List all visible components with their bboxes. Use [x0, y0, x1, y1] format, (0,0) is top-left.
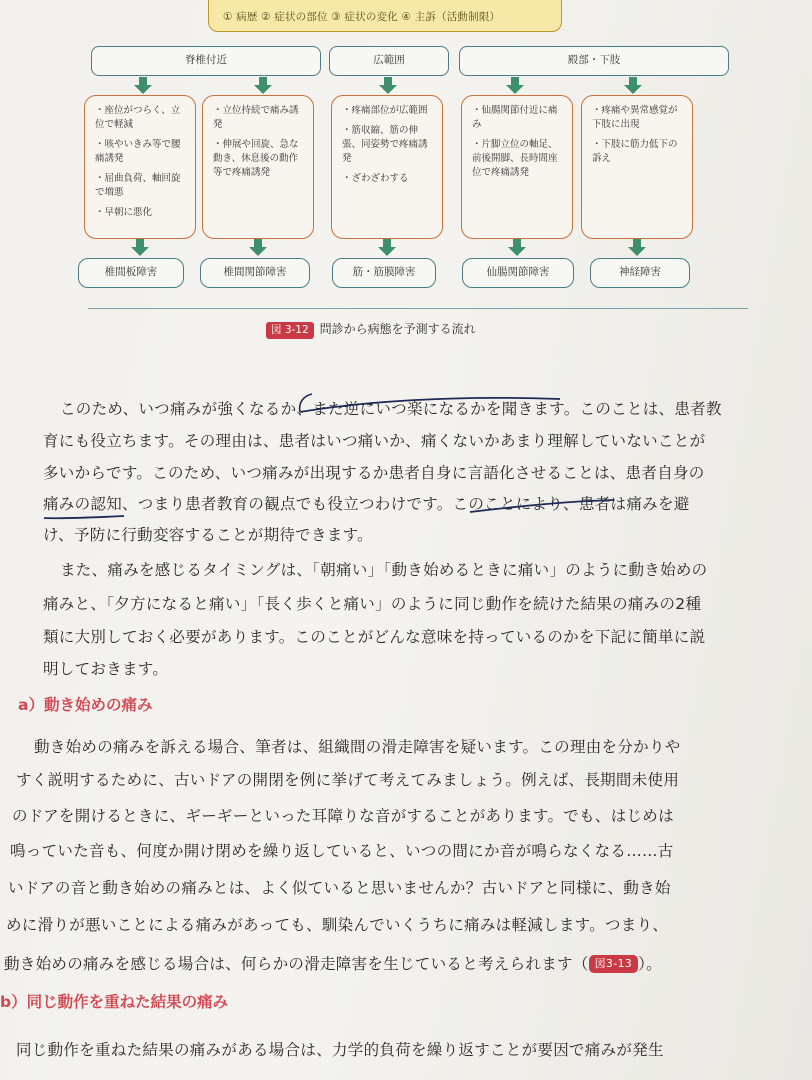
body-line: 育にも役立ちます。その理由は、患者はいつ痛いか、痛くないかあまり理解していないことが	[43, 432, 706, 450]
body-line: 同じ動作を重ねた結果の痛みがある場合は、力学的負荷を繰り返すことが要因で痛みが発生	[16, 1041, 664, 1059]
body-line: 動き始めの痛みを訴える場合、筆者は、組織間の滑走障害を疑います。この理由を分かりや	[34, 738, 681, 756]
diagnosis-facet: 椎間関節障害	[200, 258, 310, 288]
figure-ref-3-13[interactable]: 図3-13	[589, 955, 638, 973]
symptom-item: ・座位がつらく、立位で軽減	[95, 105, 181, 130]
body-line: このため、いつ痛みが強くなるか、また逆にいつ楽になるかを聞きます。このことは、患者教	[60, 400, 722, 418]
symptom-item: ・片脚立位の軸足、前後開脚、長時間座位で疼痛誘発	[472, 139, 558, 178]
body-line: 痛みの認知、つまり患者教育の観点でも役立つわけです。このことにより、患者は痛みを避	[43, 495, 690, 513]
body-line-text: 動き始めの痛みを感じる場合は、何らかの滑走障害を生じていると考えられます（	[4, 955, 589, 973]
region-spine: 脊椎付近	[91, 46, 321, 76]
region-wide: 広範囲	[329, 46, 449, 76]
body-line-end: ）。	[638, 955, 662, 973]
symptom-item: ・伸展や回旋、急な動き、休息後の動作等で疼痛誘発	[213, 139, 299, 178]
diagnosis-nerve: 神経障害	[590, 258, 690, 288]
diagnosis-muscle: 筋・筋膜障害	[332, 258, 436, 288]
body-line: 痛みと、「夕方になると痛い」「長く歩くと痛い」のように同じ動作を続けた結果の痛みの2種	[43, 595, 702, 613]
symptom-item: ・下肢に筋力低下の訴え	[592, 139, 678, 164]
symptom-item: ・筋収縮、筋の伸張、同姿勢で疼痛誘発	[342, 125, 428, 164]
section-heading-a: a）動き始めの痛み	[18, 696, 153, 714]
body-line: また、痛みを感じるタイミングは、「朝痛い」「動き始めるときに痛い」のように動き始めの	[60, 561, 708, 579]
body-line: け、予防に行動変容することが期待できます。	[43, 526, 373, 544]
diagnosis-sij: 仙腸関節障害	[462, 258, 574, 288]
symptom-item: ・屈曲負荷、軸回旋で増悪	[95, 173, 181, 198]
symptom-item: ・疼痛部位が広範囲	[342, 105, 428, 116]
region-buttock-leg: 殿部・下肢	[459, 46, 729, 76]
figure-caption-text: 問診から病態を予測する流れ	[319, 322, 476, 336]
symptom-item: ・早朝に悪化	[95, 207, 153, 218]
symptom-item: ・咳やいきみ等で腰痛誘発	[95, 139, 181, 164]
section-heading-b: b）同じ動作を重ねた結果の痛み	[0, 993, 229, 1011]
symptom-item: ・疼痛や異常感覚が下肢に出現	[592, 105, 678, 130]
body-line: すく説明するために、古いドアの開閉を例に挙げて考えてみましょう。例えば、長期間未使用	[16, 771, 680, 789]
body-line: いドアの音と動き始めの痛みとは、よく似ていると思いませんか？古いドアと同様に、動き始	[8, 879, 671, 897]
mondai-items: ① 病歴 ② 症状の部位 ③ 症状の変化 ④ 主訴（活動制限）	[223, 11, 501, 23]
figure-tag: 図 3-12	[266, 322, 314, 339]
body-line: 類に大別しておく必要があります。このことがどんな意味を持っているのかを下記に簡単に説	[43, 628, 706, 646]
diagnosis-disc: 椎間板障害	[78, 258, 184, 288]
symptom-item: ・仙腸関節付近に痛み	[472, 105, 558, 130]
symptom-item: ・立位持続で痛み誘発	[213, 105, 299, 130]
symptom-item: ・ざわざわする	[342, 173, 409, 184]
body-line: 明しておきます。	[43, 660, 169, 678]
body-line: めに滑りが悪いことによる痛みがあっても、馴染んでいくうちに痛みは軽減します。つまり、	[6, 916, 669, 934]
body-line: のドアを開けるときに、ギーギーといった耳障りな音がすることがあります。でも、はじめは	[12, 807, 674, 825]
body-line: 鳴っていた音も、何度か開け閉めを繰り返していると、いつの間にか音が鳴らなくなる……古	[10, 842, 674, 860]
body-line: 多いからです。このため、いつ痛みが出現するか患者自身に言語化させることは、患者自身の	[43, 464, 705, 482]
